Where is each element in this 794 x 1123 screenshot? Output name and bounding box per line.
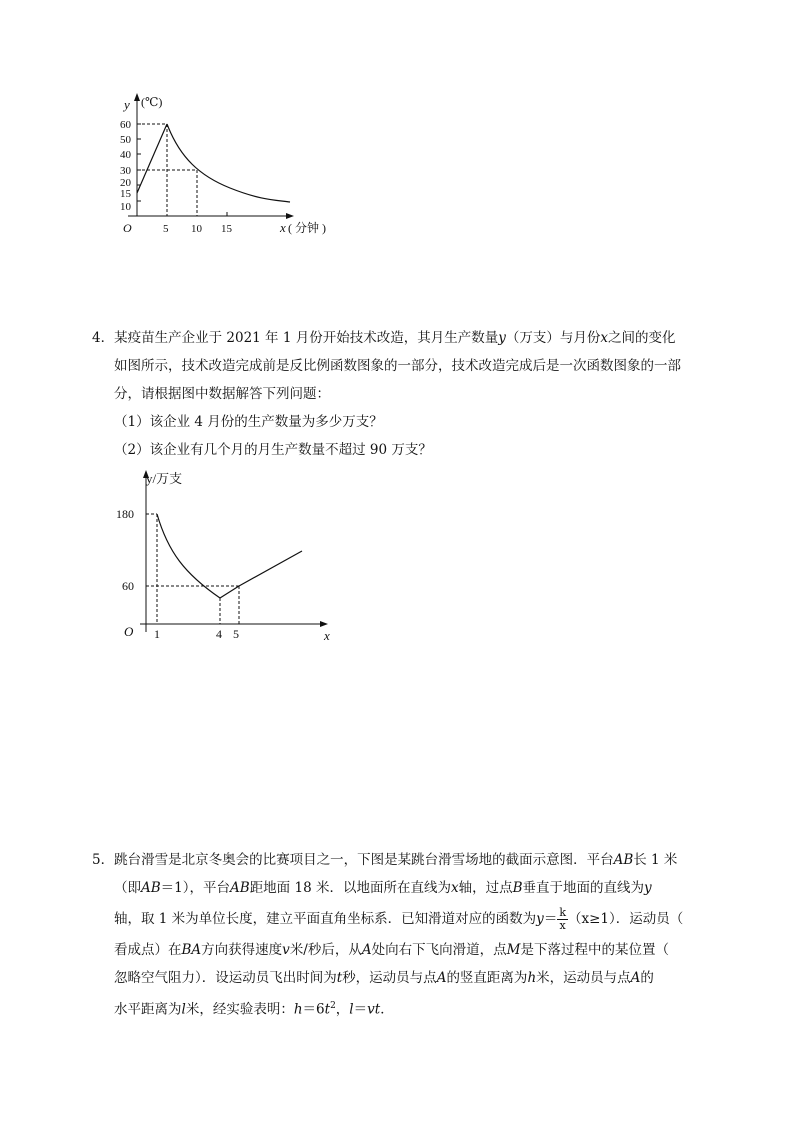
- x-axis-label: x: [324, 628, 330, 643]
- p5-l4a: 看成点）在: [114, 942, 182, 958]
- p5-l4e: 是下落过程中的某位置（: [520, 942, 669, 958]
- fraction-k-over-x: [557, 907, 568, 932]
- var-l: l: [349, 1001, 354, 1018]
- problem-5-number: 5．: [92, 852, 115, 868]
- x-tick-5: 5: [233, 627, 239, 641]
- var-y: y: [498, 330, 506, 346]
- y-tick-10: 10: [120, 201, 131, 213]
- p5-l1-end: 长 1 米: [633, 852, 678, 868]
- p5-l6f: ．: [380, 1001, 394, 1018]
- var-A: A: [361, 942, 372, 958]
- p5-l1: 跳台滑雪是北京冬奥会的比赛项目之一，下图是某跳台滑雪场地的截面示意图．平台: [114, 852, 614, 868]
- var-y: y: [644, 880, 652, 896]
- y-axis-label: y/万支: [146, 471, 183, 486]
- p5-l6e: ＝: [353, 1001, 368, 1018]
- fraction-numerator: k: [559, 906, 566, 919]
- problem-4-number: 4．: [92, 330, 115, 346]
- var-y: y: [536, 911, 544, 927]
- p5-l5e: 的: [640, 970, 654, 986]
- p5-l6d: ，: [335, 1001, 350, 1018]
- x-unit-label: ( 分钟 ): [288, 221, 326, 235]
- y-unit-label: (℃): [141, 95, 163, 109]
- p5-l6c: ＝6: [302, 1001, 325, 1018]
- var-l: l: [181, 1001, 186, 1018]
- y-tick-40: 40: [120, 149, 131, 161]
- x-axis-arrow: [320, 621, 328, 627]
- origin-label: O: [123, 221, 132, 235]
- decay-curve: [167, 124, 290, 202]
- inverse-curve: [157, 514, 220, 598]
- var-A: A: [436, 970, 447, 986]
- linear-segment-b: [239, 551, 302, 586]
- fraction-denominator: x: [559, 919, 566, 932]
- problem-4-line1-end: 之间的变化: [607, 330, 676, 346]
- y-axis-arrow: [134, 93, 140, 101]
- p5-l4d: 处向右下飞向滑道，点: [371, 942, 507, 958]
- var-t: t: [336, 970, 343, 986]
- y-tick-20: 20: [120, 177, 131, 189]
- x-tick-15: 15: [221, 223, 232, 235]
- y-tick-60: 60: [120, 119, 131, 131]
- problem-4-line1: 某疫苗生产企业于 2021 年 1 月份开始技术改造，其月生产数量: [114, 330, 499, 346]
- var-x: x: [600, 330, 608, 346]
- p5-l3-eq: ＝: [543, 911, 558, 927]
- problem-4: [92, 324, 702, 464]
- p5-l2c: 距地面 18 米．以地面所在直线为: [249, 880, 451, 896]
- y-tick-30: 30: [120, 165, 131, 177]
- origin-label: O: [124, 624, 134, 639]
- x-axis-arrow: [286, 213, 294, 219]
- p5-l5a: 忽略空气阻力）．设运动员飞出时间为: [114, 970, 337, 986]
- var-AB: AB: [613, 852, 634, 868]
- p5-l4c: 米/秒后，从: [289, 942, 362, 958]
- question-2: （2）该企业有几个月的月生产数量不超过 90 万支？: [114, 442, 432, 458]
- p5-l5c: 的竖直距离为: [446, 970, 528, 986]
- y-tick-60: 60: [122, 579, 134, 593]
- p5-l2a: （即: [114, 880, 141, 896]
- exponent-2: 2: [330, 1001, 336, 1011]
- var-BA: BA: [181, 942, 202, 958]
- x-tick-5: 5: [163, 223, 169, 235]
- y-axis-label: y: [124, 97, 130, 112]
- var-v: v: [282, 942, 290, 958]
- var-A: A: [630, 970, 641, 986]
- problem-4-line1-mid: （万支）与月份: [505, 330, 601, 346]
- y-tick-50: 50: [120, 134, 131, 146]
- rising-segment: [137, 124, 167, 193]
- p5-l2e: 垂直于地面的直线为: [522, 880, 644, 896]
- p5-l4b: 方向获得速度: [201, 942, 283, 958]
- question-1: （1）该企业 4 月份的生产数量为多少万支？: [114, 414, 383, 430]
- figure-2-production-graph: [110, 462, 350, 647]
- linear-segment-a: [220, 586, 239, 598]
- p5-l3a: 轴，取 1 米为单位长度，建立平面直角坐标系．已知滑道对应的函数为: [114, 911, 537, 927]
- problem-4-line2: 如图所示，技术改造完成前是反比例函数图象的一部分，技术改造完成后是一次函数图象的一部: [114, 358, 681, 374]
- x-tick-1: 1: [154, 627, 160, 641]
- p5-l6a: 水平距离为: [114, 1001, 182, 1018]
- var-M: M: [506, 942, 521, 958]
- y-tick-180: 180: [116, 507, 134, 521]
- p5-l5b: 秒，运动员与点: [342, 970, 437, 986]
- x-tick-4: 4: [216, 627, 222, 641]
- figure-1-temperature-graph: [110, 88, 360, 248]
- var-AB: AB: [141, 880, 161, 896]
- problem-5: [92, 846, 702, 1020]
- p5-l6b: 米，经实验表明：: [185, 1001, 294, 1018]
- y-tick-15: 15: [120, 188, 131, 200]
- problem-4-line3: 分，请根据图中数据解答下列问题：: [114, 386, 330, 402]
- var-B: B: [512, 880, 523, 896]
- var-h: h: [293, 1001, 303, 1018]
- var-h: h: [527, 970, 537, 986]
- var-AB: AB: [230, 880, 250, 896]
- x-axis-label: x: [280, 220, 286, 235]
- x-tick-10: 10: [191, 223, 202, 235]
- p5-l3b: （x≥1）．运动员（: [567, 911, 684, 927]
- var-t: t: [324, 1001, 331, 1018]
- p5-l5d: 米，运动员与点: [536, 970, 631, 986]
- p5-l2b: ＝1），平台: [160, 880, 231, 896]
- var-vt: vt: [367, 1001, 381, 1018]
- var-x: x: [450, 880, 459, 896]
- p5-l2d: 轴，过点: [458, 880, 513, 896]
